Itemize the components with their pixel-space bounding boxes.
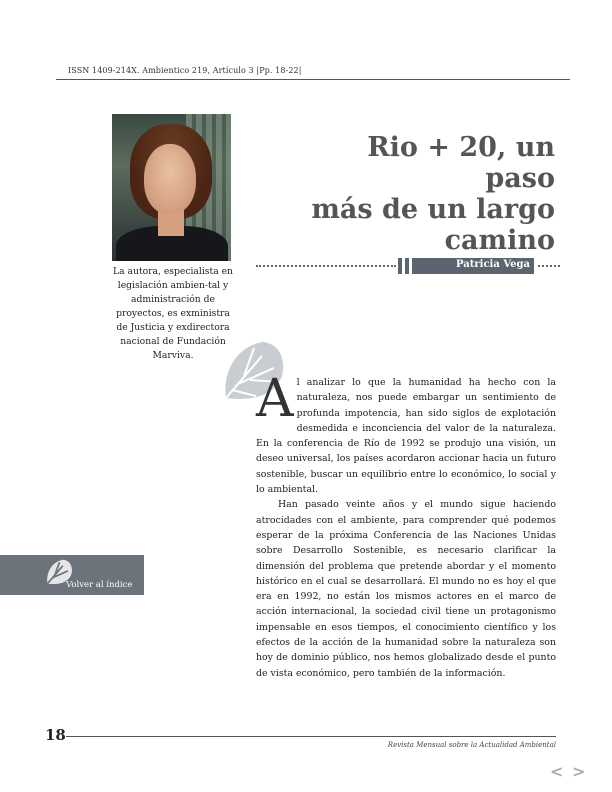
body-paragraph: Han pasado veinte años y el mundo sigue haciendo atrocidades con el ambiente, para comprender qué podemos esperar de la próxima Conferencia de las Naciones Unidas sobre Desarrollo Sostenible, es necesario clarificar la dimensión del problema que pretende abordar y el momento histórico en el cual se desarrollará. El mundo no es hoy el que era en 1992, no están los mismos actores en el marco de acción internacional, la sociedad civil tiene un protagonismo impensable en esos tiempos, el conocimiento científico y los efectos de la acción de la humanidad sobre la naturaleza son hoy de dominio público, nos hemos globalizado desde el punto de vista económico, pero también de la información. (256, 499, 556, 679)
author-divider-right (538, 265, 560, 267)
journal-name: Revista Mensual sobre la Actualidad Ambiental (387, 741, 556, 749)
chevron-right-icon[interactable]: > (572, 762, 586, 781)
title-line: más de un largo (311, 194, 555, 225)
photo-caption: La autora, especialista en legislación ambien-tal y administración de proyectos, es exministra de Justicia y exdirectora nacional de Fundación Marviva. (113, 266, 233, 361)
issn-line: ISSN 1409-214X. Ambientico 219, Artículo 3 |Pp. 18-22| (68, 66, 302, 75)
header-rule (56, 79, 570, 80)
back-to-index-label[interactable]: Volver al índice (66, 580, 133, 590)
author-label-box (412, 258, 534, 274)
page-number: 18 (45, 726, 66, 744)
author-bar (405, 258, 409, 274)
author-bar (398, 258, 402, 274)
body-paragraph: Al analizar lo que la humanidad ha hecho con la naturaleza, nos puede embargar un sentimiento de profunda impotencia, han sido siglos de explotación desmedida e inconciencia del valor de la naturaleza. En la conferencia de Río de 1992 se produjo una visión, un deseo universal, los países acordaron accionar hacia un futuro sostenible, buscar un equilibrio entre lo económico, lo social y lo ambiental. (256, 369, 556, 496)
author-photo (112, 114, 231, 261)
footer-rule (66, 736, 556, 737)
author-name: Patricia Vega (456, 259, 530, 270)
author-divider-left (256, 265, 396, 267)
article-body (256, 369, 556, 681)
title-line: Rio + 20, un paso (367, 132, 555, 194)
chevron-left-icon[interactable]: < (550, 762, 564, 781)
drop-cap: A (256, 369, 294, 429)
article-title (290, 132, 555, 256)
title-line: camino (444, 225, 555, 256)
